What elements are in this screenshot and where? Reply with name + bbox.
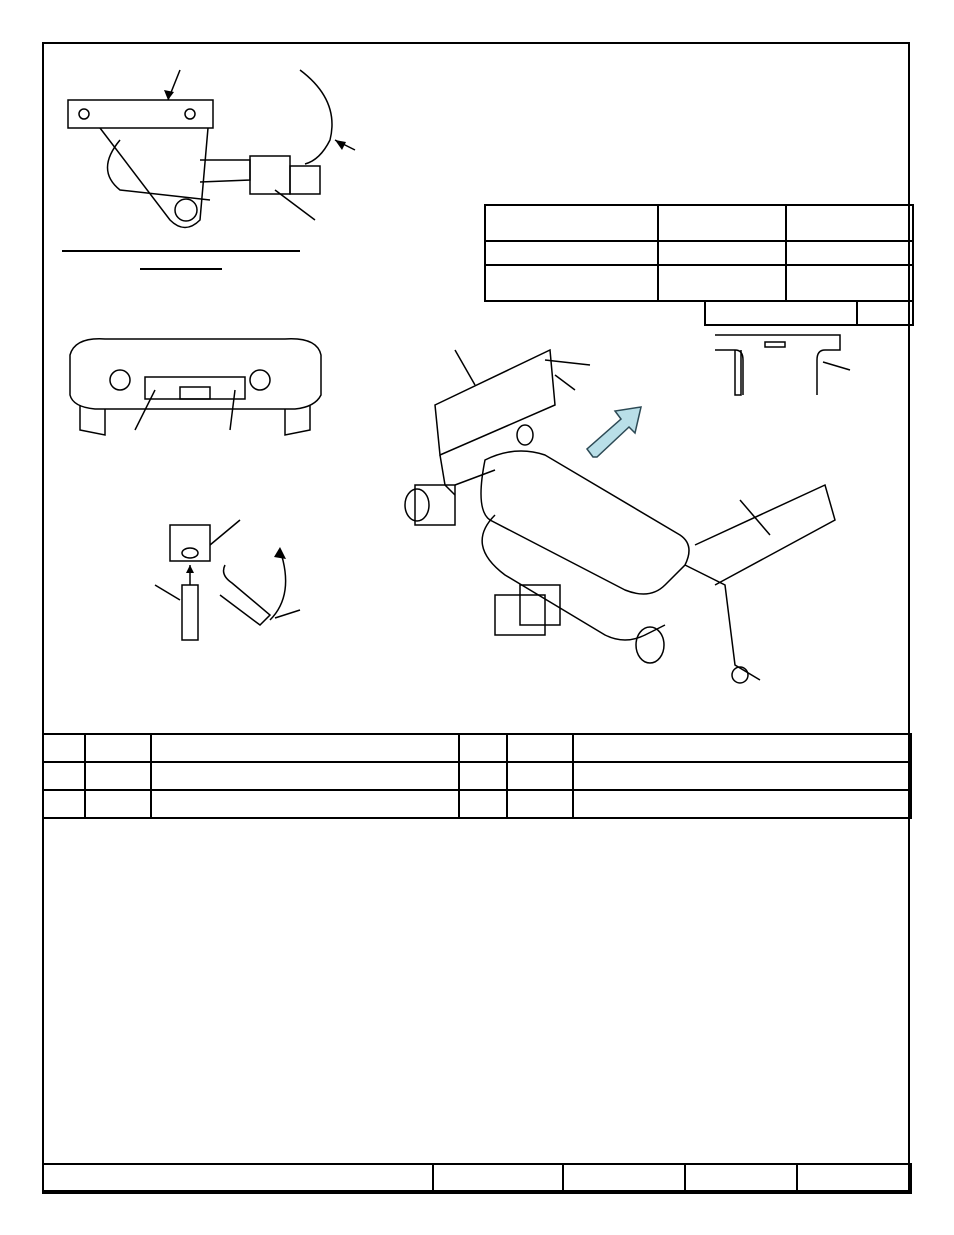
nut-wrench-detail [150,515,310,645]
table-row [43,734,911,762]
table-row [43,790,911,818]
footer-row [43,1164,911,1193]
parts-table [42,733,912,819]
table-row [43,762,911,790]
spec-sub-box [704,300,914,326]
vehicle-rear-view [65,335,325,440]
hitch-bracket-detail [60,60,360,240]
front-direction-arrow [585,405,645,460]
carriage-bolt-detail [705,330,865,400]
spec-row [485,205,913,241]
spec-table [484,204,914,302]
spec-row [485,265,913,301]
spec-row [485,241,913,265]
detail-underline-short [140,268,222,270]
footer-table [42,1163,912,1194]
detail-underline-long [62,250,300,252]
